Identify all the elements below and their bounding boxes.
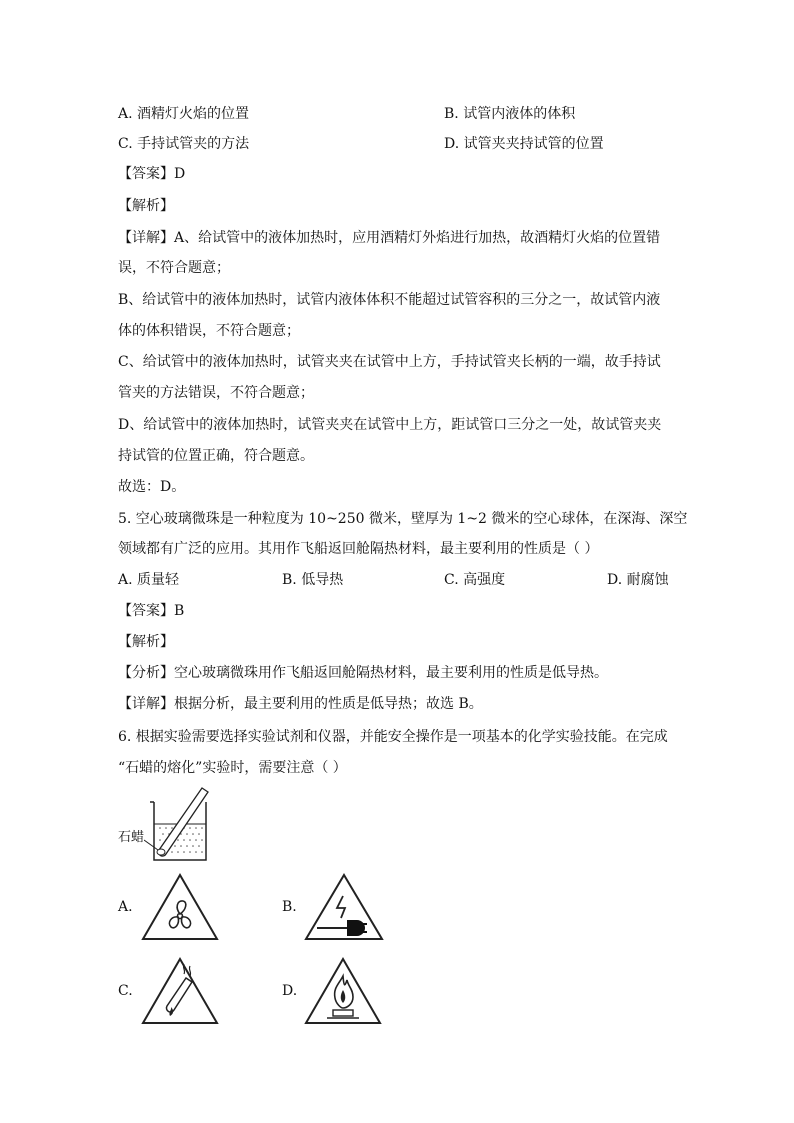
q4-option-b: B. 试管内液体的体积 <box>444 106 576 122</box>
q6-stem-line-2: “石蜡的熔化”实验时，需要注意（ ） <box>118 760 347 776</box>
q5-detail: 【详解】根据分析，最主要利用的性质是低导热；故选 B。 <box>118 696 483 712</box>
q5-analysis: 【分析】空心玻璃微珠用作飞船返回舱隔热材料，最主要利用的性质是低导热。 <box>118 665 608 681</box>
q5-stem-line-1: 5. 空心玻璃微珠是一种粒度为 10~250 微米，壁厚为 1~2 微米的空心球体，在深海、深空 <box>118 511 688 527</box>
q4-detail-line-6: 管夹的方法错误，不符合题意； <box>118 385 314 401</box>
q5-option-b: B. 低导热 <box>282 572 344 588</box>
q4-detail-line-2: 误，不符合题意； <box>118 260 230 276</box>
open-flame-icon <box>303 956 383 1026</box>
q6-option-b: B. <box>282 899 297 915</box>
q6-stem-line-1: 6. 根据实验需要选择实验试剂和仪器，并能安全操作是一项基本的化学实验技能。在完成 <box>118 729 668 745</box>
figure-label-paraffin: 石蜡 <box>118 830 145 845</box>
hot-object-icon <box>140 956 220 1026</box>
beaker-test-tube-icon <box>144 782 220 864</box>
q6-option-d: D. <box>282 983 298 999</box>
q4-detail-line-8: 持试管的位置正确，符合题意。 <box>118 448 314 464</box>
q5-option-a: A. 质量轻 <box>118 572 180 588</box>
q4-option-c: C. 手持试管夹的方法 <box>118 136 250 152</box>
q5-analysis-title: 【解析】 <box>118 634 174 650</box>
q4-option-d: D. 试管夹夹持试管的位置 <box>444 136 604 152</box>
q4-analysis-title: 【解析】 <box>118 198 174 214</box>
q5-option-c: C. 高强度 <box>444 572 506 588</box>
q4-detail-line-4: 体的体积错误，不符合题意； <box>118 323 300 339</box>
fan-icon <box>140 872 220 942</box>
q4-detail-line-5: C、给试管中的液体加热时，试管夹夹在试管中上方，手持试管夹长柄的一端，故手持试 <box>118 354 661 370</box>
q5-stem-line-2: 领域都有广泛的应用。其用作飞船返回舱隔热材料，最主要利用的性质是（ ） <box>118 541 599 557</box>
q6-option-a: A. <box>118 899 133 915</box>
q4-answer: 【答案】D <box>118 166 186 182</box>
q4-detail-line-1: 【详解】A、给试管中的液体加热时，应用酒精灯外焰进行加热，故酒精灯火焰的位置错 <box>118 230 661 246</box>
q5-option-d: D. 耐腐蚀 <box>607 572 669 588</box>
electric-plug-icon <box>303 872 385 942</box>
q6-option-c: C. <box>118 983 133 999</box>
q4-detail-line-7: D、给试管中的液体加热时，试管夹夹在试管中上方，距试管口三分之一处，故试管夹夹 <box>118 417 662 433</box>
q4-detail-line-3: B、给试管中的液体加热时，试管内液体体积不能超过试管容积的三分之一，故试管内液 <box>118 292 661 308</box>
q4-option-a: A. 酒精灯火焰的位置 <box>118 106 250 122</box>
q5-answer: 【答案】B <box>118 603 185 619</box>
q4-conclusion: 故选：D。 <box>118 479 186 495</box>
